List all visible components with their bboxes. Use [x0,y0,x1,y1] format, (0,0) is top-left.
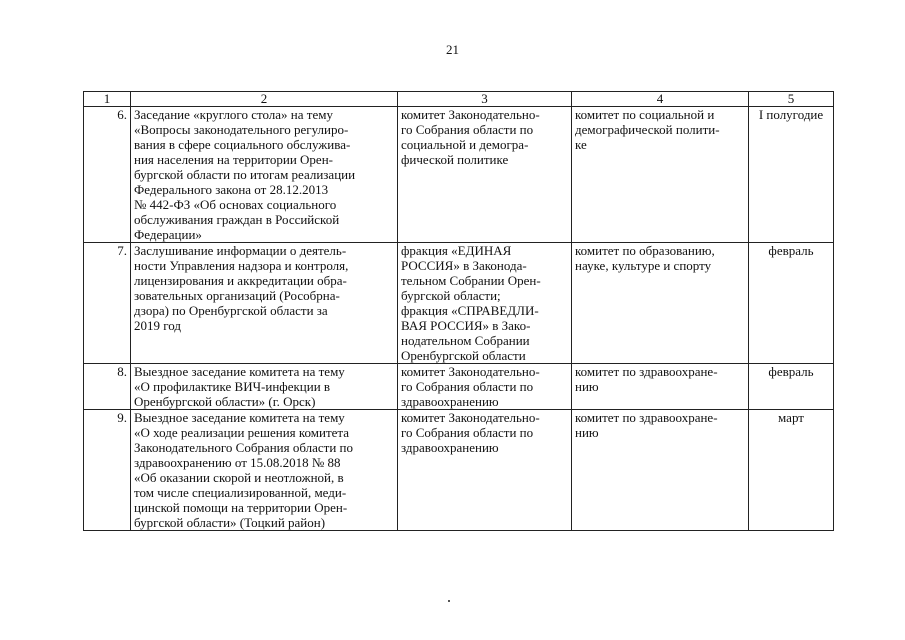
event-cell [131,410,398,531]
participants-text: комитет по здравоохране- нию [575,364,718,394]
participants-text: комитет по образованию, науке, культуре и спорту [575,243,715,273]
page-number: 21 [446,42,459,57]
table-row [84,410,834,531]
participants-cell [572,410,749,531]
table-row [84,107,834,243]
row-number: 7. [84,243,131,364]
event-cell [131,107,398,243]
term-text: февраль [768,243,814,258]
term-cell [749,107,834,243]
event-cell [131,243,398,364]
term-text: I полугодие [758,107,824,122]
event-text: Выездное заседание комитета на тему «О профилактике ВИЧ-инфекции в Оренбургской области» (г. Орск) [134,364,345,409]
responsible-cell [398,364,572,410]
row-number: 9. [84,410,131,531]
participants-cell [572,243,749,364]
row-number: 8. [84,364,131,410]
responsible-text: фракция «ЕДИНАЯ РОССИЯ» в Законода- тельном Собрании Орен- бургской области; фракция «СПРАВЕДЛИ- ВАЯ РОССИЯ» в Зако- нодательном Собрании Оренбургской области [401,243,541,363]
responsible-cell [398,410,572,531]
table-row [84,243,834,364]
column-number: 1 [84,92,131,107]
events-plan-table [83,91,834,531]
column-number: 5 [749,92,834,107]
participants-text: комитет по социальной и демографической полити- ке [575,107,720,152]
term-cell [749,243,834,364]
event-text: Заседание «круглого стола» на тему «Вопросы законодательного регулиро- вания в сфере социального обслужива- ния населения на территории Орен- бургской области по итогам реализации Федерального закона от 28.12.2013 № 442-ФЗ «Об основах социального обслуживания граждан в Российской Федерации» [134,107,356,242]
event-cell [131,364,398,410]
event-text: Заслушивание информации о деятель- ности Управления надзора и контроля, лицензирования и аккредитации обра- зовательных организаций (Рособрна- дзора) по Оренбургской области за 2019 год [134,243,349,333]
scan-speck [448,600,450,602]
responsible-cell [398,107,572,243]
row-number: 6. [84,107,131,243]
term-cell [749,410,834,531]
column-number: 4 [572,92,749,107]
responsible-cell [398,243,572,364]
table-row [84,364,834,410]
participants-text: комитет по здравоохране- нию [575,410,718,440]
column-number: 2 [131,92,398,107]
term-text: март [778,410,804,425]
responsible-text: комитет Законодательно- го Собрания области по социальной и демогра- фической политике [401,107,540,167]
column-number: 3 [398,92,572,107]
participants-cell [572,107,749,243]
participants-cell [572,364,749,410]
term-cell [749,364,834,410]
term-text: февраль [768,364,814,379]
responsible-text: комитет Законодательно- го Собрания области по здравоохранению [401,410,540,455]
column-number-row [84,92,834,107]
responsible-text: комитет Законодательно- го Собрания области по здравоохранению [401,364,540,409]
event-text: Выездное заседание комитета на тему «О ходе реализации решения комитета Законодательного Собрания области по здравоохранению от 15.08.2018 № 88 «Об оказании скорой и неотложной, в том числе специализированной, меди- цинской помощи на территории Орен- бургской области» (Тоцкий район) [134,410,354,530]
